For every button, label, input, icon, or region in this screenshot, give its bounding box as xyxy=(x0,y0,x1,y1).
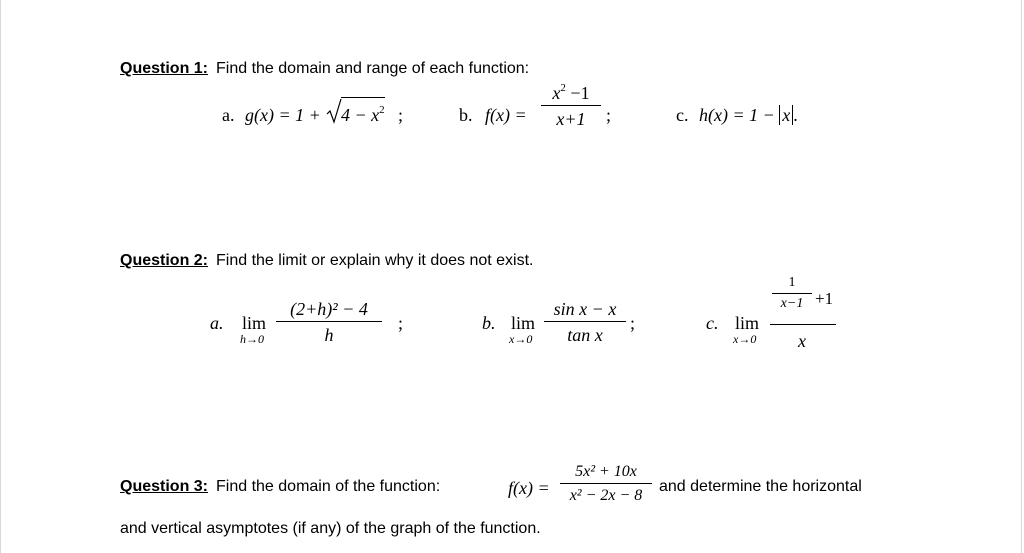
q1b-num-x: x xyxy=(552,83,561,103)
question-3-heading xyxy=(120,478,440,496)
q2c-plus-one: +1 xyxy=(815,289,834,308)
q2c-inner-denominator: x−1 xyxy=(780,296,804,311)
q2a-numerator: (2+h)² − 4 xyxy=(290,299,368,319)
q1a-radicand xyxy=(341,97,385,124)
question-3-label: Question 3: xyxy=(120,478,209,495)
q2b-numerator: sin x − x xyxy=(553,299,617,319)
q3-denominator: x² − 2x − 8 xyxy=(569,487,643,504)
q1c-letter: c. xyxy=(676,105,689,125)
q2c-lim: lim xyxy=(735,313,760,333)
q1a-separator: ; xyxy=(398,105,404,125)
q1-part-c xyxy=(676,106,798,124)
q2a-lim-subscript: h→0 xyxy=(240,332,264,346)
q2c-letter: c. xyxy=(706,313,719,333)
q1-part-a xyxy=(222,106,321,124)
q1b-num-exp: 2 xyxy=(560,82,566,94)
sqrt-sign-icon xyxy=(326,98,342,124)
question-1-heading xyxy=(120,60,529,78)
q2b-letter: b. xyxy=(482,313,496,333)
q2b-denominator: tan x xyxy=(567,325,603,345)
q2c-main-fraction-bar xyxy=(770,324,836,325)
question-1-text: Find the domain and range of each function: xyxy=(216,60,530,77)
q1c-lhs: h(x) = 1 − xyxy=(699,105,775,125)
q1a-lhs: g(x) = 1 + xyxy=(245,105,321,125)
q1b-fraction xyxy=(541,84,601,128)
q1b-numerator xyxy=(541,84,601,105)
q1a-radicand-text: 4 − x xyxy=(341,105,380,125)
q1a-exponent: 2 xyxy=(379,104,385,116)
q1c-abs-var: x xyxy=(782,105,791,125)
q1b-letter: b. xyxy=(459,105,473,125)
q1b-lhs: f(x) = xyxy=(485,105,527,125)
q2b-separator: ; xyxy=(630,313,636,333)
q1c-absolute-value xyxy=(779,105,793,125)
question-2-heading xyxy=(120,252,534,270)
q2a-denominator: h xyxy=(324,325,334,345)
q2a-lim: lim xyxy=(242,313,267,333)
q3-after-text: and determine the horizontal xyxy=(659,478,862,495)
q1b-num-rest: −1 xyxy=(565,83,590,103)
q1b-denominator: x+1 xyxy=(556,109,586,129)
q3-numerator: 5x² + 10x xyxy=(575,463,637,480)
q3-fraction xyxy=(560,464,652,504)
question-2-label: Question 2: xyxy=(120,252,209,269)
q1c-period: . xyxy=(793,105,798,125)
q2c-inner-fraction xyxy=(772,276,812,311)
question-3-text: Find the domain of the function: xyxy=(216,478,441,495)
q2c-inner-numerator: 1 xyxy=(788,275,796,290)
question-2-text: Find the limit or explain why it does not exist. xyxy=(216,252,534,269)
q2a-separator: ; xyxy=(398,313,404,333)
q2b-lim: lim xyxy=(511,313,536,333)
q3-second-line: and vertical asymptotes (if any) of the graph of the function. xyxy=(120,520,541,537)
q2b-lim-subscript: x→0 xyxy=(509,332,533,346)
q2c-denominator: x xyxy=(798,331,806,351)
q1a-letter: a. xyxy=(222,105,235,125)
question-1-label: Question 1: xyxy=(120,60,209,77)
q1-part-b xyxy=(459,106,527,124)
q1b-separator: ; xyxy=(606,105,612,125)
q2a-fraction xyxy=(276,300,382,344)
q2a-letter: a. xyxy=(210,313,224,333)
q3-lhs: f(x) = xyxy=(508,478,550,498)
q2c-lim-subscript: x→0 xyxy=(733,332,757,346)
q2b-fraction xyxy=(544,300,626,344)
